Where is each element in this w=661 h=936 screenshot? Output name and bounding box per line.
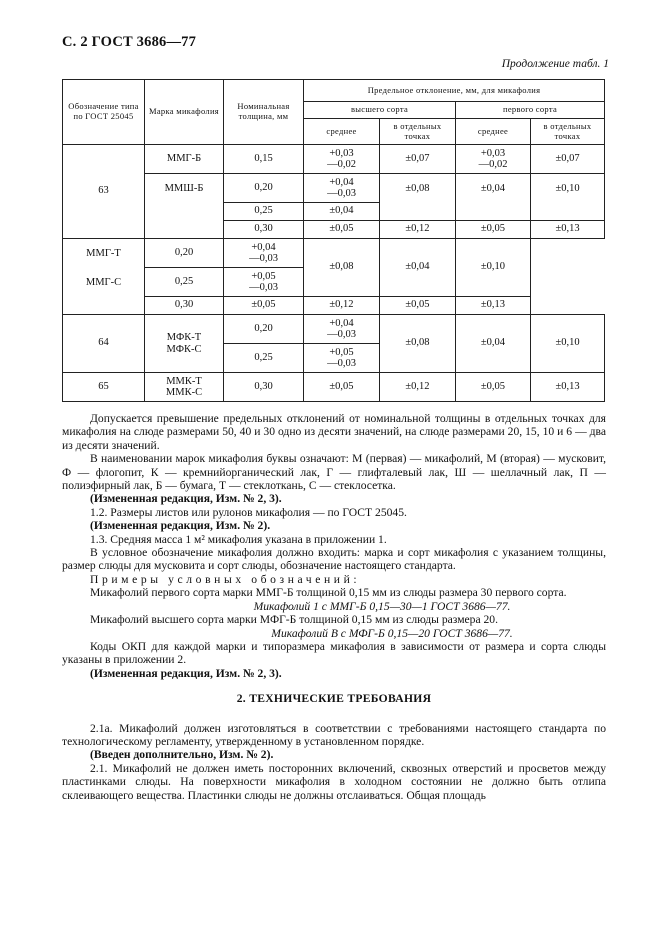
dev-plus: +0,04 — [329, 176, 354, 188]
cell-high-points: ±0,07 — [380, 145, 456, 174]
paragraph: Микафолий высшего сорта марки МФГ-Б толщиной 0,15 мм из слюды размера 20. — [90, 613, 499, 627]
header-first-grade: первого сорта — [456, 102, 605, 119]
paragraph: Допускается превышение предельных отклонений от номинальной толщины в отдельных точках для микафолия на слюде размерами 50, 40 и 30 одно из десяти значений, на слюде размерами 20, 15, 10 и 6 — два из десяти значений. — [62, 412, 606, 452]
dev-minus: —0,03 — [249, 282, 278, 293]
dev-minus: —0,03 — [327, 358, 356, 369]
header-thickness: Номинальная толщина, мм — [224, 80, 304, 145]
dev-minus: —0,03 — [327, 188, 356, 199]
table-row — [63, 315, 605, 344]
dev-plus: +0,04 — [329, 317, 354, 329]
cell-mark — [63, 239, 145, 315]
cell-type: 64 — [63, 315, 145, 373]
cell-high-average: ±0,05 — [304, 221, 380, 239]
cell-first-average: ±0,04 — [456, 174, 531, 221]
amendment-note: (Измененная редакция, Изм. № 2, 3). — [90, 666, 282, 680]
table-row — [63, 174, 605, 203]
tolerance-table — [62, 79, 605, 402]
paragraph: Коды ОКП для каждой марки и типоразмера микафолия в зависимости от размера и сорта слюды указаны в приложении 2. — [62, 639, 606, 667]
cell-first-average: ±0,04 — [456, 315, 531, 373]
page-header: С. 2 ГОСТ 3686—77 — [62, 34, 197, 50]
dev-minus: —0,02 — [478, 159, 508, 170]
dev-minus: —0,02 — [327, 159, 356, 170]
mark-mfk-s: МФК-С — [166, 343, 202, 355]
table-row — [63, 373, 605, 402]
cell-high-average: ±0,05 — [224, 297, 304, 315]
cell-high-points: ±0,08 — [380, 174, 456, 221]
cell-thickness: 0,20 — [224, 174, 304, 203]
cell-high-points: ±0,12 — [304, 297, 380, 315]
cell-thickness: 0,25 — [224, 344, 304, 373]
cell-high-average: ±0,05 — [304, 373, 380, 402]
cell-first-average: ±0,05 — [456, 373, 531, 402]
cell-high-points: ±0,08 — [304, 239, 380, 297]
cell-thickness: 0,15 — [224, 145, 304, 174]
cell-thickness: 0,25 — [145, 268, 224, 297]
cell-thickness: 0,20 — [145, 239, 224, 268]
example-designation: Микафолий В с МФГ-Б 0,15—20 ГОСТ 3686—77. — [271, 626, 513, 640]
cell-thickness: 0,25 — [224, 203, 304, 221]
section-heading: 2. ТЕХНИЧЕСКИЕ ТРЕБОВАНИЯ — [236, 692, 432, 706]
cell-first-points: ±0,07 — [531, 145, 605, 174]
cell-first-points: ±0,10 — [531, 174, 605, 221]
cell-mark — [145, 315, 224, 373]
cell-thickness: 0,20 — [224, 315, 304, 344]
cell-high-average — [304, 145, 380, 174]
cell-thickness: 0,30 — [145, 297, 224, 315]
cell-high-points: ±0,12 — [380, 221, 456, 239]
cell-thickness: 0,30 — [224, 221, 304, 239]
cell-first-average — [456, 145, 531, 174]
mark-mfk-t: МФК-Т — [166, 332, 202, 344]
cell-mark — [145, 373, 224, 402]
mark-mmk-s: ММК-С — [165, 387, 203, 398]
header-type: Обозначение типа по ГОСТ 25045 — [63, 80, 145, 145]
cell-thickness: 0,30 — [224, 373, 304, 402]
cell-high-average — [224, 268, 304, 297]
mark-mmg-t: ММГ-Т — [86, 248, 121, 259]
cell-high-points: ±0,08 — [380, 315, 456, 373]
paragraph: 2.1. Микафолий не должен иметь посторонних включений, сквозных отверстий и просветов между пластинками слюды. На поверхности микафолия в холодном состоянии не должно быть отлипа склеивающего вещества. Пластинки слюды не должны отслаиваться. Общая площадь — [62, 761, 606, 802]
paragraph: Микафолий первого сорта марки ММГ-Б толщиной 0,15 мм из слюды размера 30 первого сорта. — [90, 586, 567, 600]
cell-high-average: ±0,04 — [304, 203, 380, 221]
cell-high-average — [304, 315, 380, 344]
table-row — [63, 239, 605, 268]
cell-first-points: ±0,10 — [456, 239, 531, 297]
dev-plus: +0,04 — [251, 241, 276, 253]
table-row — [63, 297, 605, 315]
table-continuation-label: Продолжение табл. 1 — [501, 58, 609, 70]
paragraph: 2.1а. Микафолий должен изготовляться в соответствии с требованиями настоящего стандарта по технологическому регламенту, утвержденному в установленном порядке. — [62, 721, 606, 748]
document-body — [62, 412, 606, 802]
cell-first-points: ±0,13 — [531, 221, 605, 239]
header-mark: Марка микафолия — [145, 80, 224, 145]
amendment-note: (Измененная редакция, Изм. № 2). — [90, 519, 271, 533]
dev-plus: +0,05 — [251, 270, 276, 282]
cell-first-points: ±0,10 — [531, 315, 605, 373]
mark-mmg-s: ММГ-С — [85, 277, 122, 288]
header-high-grade: высшего сорта — [304, 102, 456, 119]
cell-first-average: ±0,04 — [380, 239, 456, 297]
header-deviation: Предельное отклонение, мм, для микафолия — [304, 80, 605, 102]
table-row — [63, 145, 605, 174]
amendment-note: (Измененная редакция, Изм. № 2, 3). — [90, 492, 282, 506]
cell-high-average — [304, 174, 380, 203]
cell-first-points: ±0,13 — [531, 373, 605, 402]
paragraph: 1.3. Средняя масса 1 м² микафолия указана в приложении 1. — [90, 532, 387, 546]
dev-plus: +0,05 — [329, 346, 354, 358]
cell-high-average — [224, 239, 304, 268]
header-high-average: среднее — [304, 119, 380, 145]
mark-mmk-t: ММК-Т — [166, 375, 202, 387]
cell-first-average: ±0,05 — [380, 297, 456, 315]
examples-heading: Примеры условных обозначений: — [90, 572, 361, 586]
dev-plus: +0,03 — [480, 147, 506, 159]
header-first-points: в отдельных точках — [531, 119, 605, 145]
cell-type: 63 — [63, 145, 145, 239]
example-designation: Микафолий 1 с ММГ-Б 0,15—30—1 ГОСТ 3686—77. — [253, 599, 511, 613]
dev-minus: —0,03 — [327, 329, 356, 340]
cell-mark: ММГ-Б — [145, 145, 224, 174]
paragraph: В наименовании марок микафолия буквы означают: М (первая) — микафолий, М (вторая) — мусковит, Ф — флогопит, К — кремнийорганический лак, Г — глифталевый лак, Ш — шеллачный лак, П — полиэфирный лак, Б — бумага, Т — стеклоткань, С — стеклосетка. — [62, 452, 606, 493]
cell-high-points: ±0,12 — [380, 373, 456, 402]
paragraph: 1.2. Размеры листов или рулонов микафолия — по ГОСТ 25045. — [90, 505, 407, 519]
cell-high-average — [304, 344, 380, 373]
cell-type: 65 — [63, 373, 145, 402]
cell-first-average: ±0,05 — [456, 221, 531, 239]
cell-first-points: ±0,13 — [456, 297, 531, 315]
paragraph: В условное обозначение микафолия должно входить: марка и сорт микафолия с указанием толщины, размер слюды для мусковита и сорт слюды, обозначение настоящего стандарта. — [62, 546, 606, 573]
dev-plus: +0,03 — [329, 147, 354, 159]
cell-mark: ММШ-Б — [145, 174, 224, 239]
header-first-average: среднее — [456, 119, 531, 145]
amendment-note: (Введен дополнительно, Изм. № 2). — [90, 748, 274, 762]
dev-minus: —0,03 — [249, 253, 278, 264]
header-high-points: в отдельных точках — [380, 119, 456, 145]
